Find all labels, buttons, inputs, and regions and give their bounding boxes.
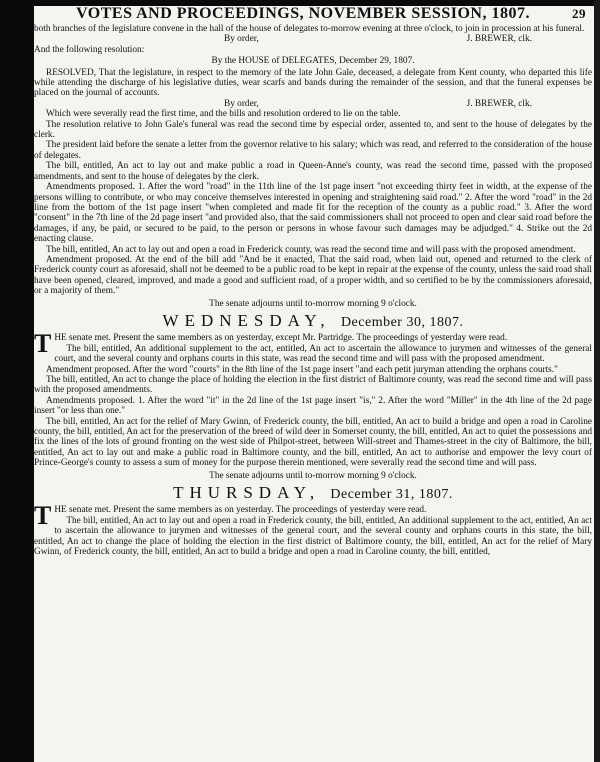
drop-cap: T bbox=[34, 501, 52, 531]
running-header bbox=[34, 4, 592, 24]
clerk-signature: J. BREWER, clk. bbox=[466, 34, 532, 45]
paragraph: Which were severally read the first time, and the bills and resolution ordered to lie on the table. bbox=[46, 109, 401, 120]
paragraph: both branches of the legislature convene in the hall of the house of delegates to-morrow evening at three o'clock, to join in procession at his funeral. bbox=[34, 24, 585, 34]
clerk-signature: J. BREWER, clk. bbox=[466, 98, 532, 109]
adjournment-note: The senate adjourns until to-morrow morning 9 o'clock. bbox=[209, 298, 417, 309]
day-date: December 31, 1807. bbox=[330, 487, 453, 503]
house-heading: By the HOUSE of DELEGATES, December 29, 1807. bbox=[211, 56, 415, 67]
day-heading bbox=[34, 483, 592, 503]
paragraph bbox=[34, 501, 592, 531]
header-title: VOTES AND PROCEEDINGS, NOVEMBER SESSION, 1807. bbox=[76, 5, 530, 22]
page-body bbox=[34, 2, 592, 558]
paragraph: The bill, entitled, An act to change the place of holding the election in the first district of Baltimore county, was read the second time and will pass with the proposed amendments. bbox=[34, 375, 592, 396]
paragraph: Amendment proposed. At the end of the bill add "And be it enacted, That the said road, when laid out, opened and returned to the clerk of Frederick county court as aforesaid, shall not be deemed to be a public road to be kept in repair at the expense of the county, unless the said road shall have been opened, cleared, improved, and made a good and sufficient road, of a proper width, and so certified to be by the commissioners aforesaid, or a majority of them." bbox=[34, 254, 592, 297]
paragraph: The bill, entitled, An act to lay out and open a road in Frederick county, the bill, entitled, An additional supplement to the act, entitled, An act to ascertain the allowance to jurymen and witnesses of the general court, and the several county and orphans courts in this state, the bill, entitled, An act to change the place of holding the election in the first district of Baltimore county, the bill, entitled, An act for the relief of Mary Gwinn, of Frederick county, the bill, entitled, An act to build a bridge and open a road in Caroline county, the bill, entitled, bbox=[34, 515, 592, 558]
by-order: By order, bbox=[224, 34, 259, 45]
by-order: By order, bbox=[224, 98, 259, 109]
paragraph: And the following resolution: bbox=[34, 44, 145, 55]
signature-line bbox=[34, 34, 592, 44]
day-heading bbox=[34, 310, 592, 330]
paragraph: Amendments proposed. 1. After the word "road" in the 11th line of the 1st page insert "not exceeding thirty feet in width, at the expense of the persons willing to contribute, or who may conceive themselves interested in opening and straightening said road." 2. After the word "road" in the 2d line from the bottom of the 1st page insert "when completed and made fit for the reception of the county as a public road." 3. After the word "consent" in the 7th line of the 2d page insert "and provided also, that the said commissioners shall not proceed to open and clear said road before the damages, if any, be paid, or secured to be paid, to the person or persons in whose favour such damages may be adjudged." 4. Strike out the 2d enacting clause. bbox=[34, 182, 592, 245]
scan-edge-left bbox=[0, 0, 34, 762]
day-weekday: THURSDAY, bbox=[173, 483, 321, 503]
day-weekday: WEDNESDAY, bbox=[162, 310, 331, 330]
paragraph: The resolution relative to John Gale's funeral was read the second time by especial order, assented to, and sent to the house of delegates by the clerk. bbox=[34, 119, 592, 141]
paragraph: Amendment proposed. After the word "courts" in the 8th line of the 1st page insert "and each petit juryman attending the orphans courts." bbox=[46, 364, 558, 375]
page-number: 29 bbox=[572, 6, 586, 21]
scan-edge-right bbox=[594, 0, 600, 762]
day-date: December 30, 1807. bbox=[340, 314, 464, 330]
signature-line bbox=[34, 99, 592, 109]
paragraph: The bill, entitled, An act to lay out and open a road in Frederick county, was read the second time and will pass with the proposed amendment. bbox=[46, 244, 576, 255]
resolution-text: RESOLVED, That the legislature, in respect to the memory of the late John Gale, deceased, a delegate from Kent county, who departed this life while attending the discharge of his legislative duties, wear scarfs and bands during the remainder of the session, and that the funeral expenses be placed on the journal of accounts. bbox=[34, 67, 592, 99]
drop-cap: T bbox=[34, 329, 52, 359]
paragraph: The bill, entitled, An additional supplement to the act, entitled, An act to ascertain the allowance to jurymen and witnesses of the general court, and the several county and orphans courts in this state, was read the second time and will pass with the proposed amendment. bbox=[54, 343, 592, 365]
adjournment-note: The senate adjourns until to-morrow morning 9 o'clock. bbox=[209, 470, 417, 481]
paragraph: The bill, entitled, An act to lay out and make public a road in Queen-Anne's county, was read the second time, passed with the proposed amendments, and sent to the house of delegates by the clerk. bbox=[34, 161, 592, 182]
paragraph: The president laid before the senate a letter from the governor relative to his salary; which was read, and referred to the consideration of the house of delegates. bbox=[34, 140, 592, 161]
paragraph: The bill, entitled, An act for the relief of Mary Gwinn, of Frederick county, the bill, entitled, An act to build a bridge and open a road in Caroline county, the bill, entitled, An act for the preservation of the breed of wild deer in Somerset county, the bill, entitled, An act to quiet the possessions and fix the lines of the lots of ground fronting on the west side of Philpot-street, between Will-street and Thames-street in the city of Baltimore, the bill, entitled, An act to lay out and make a public road in Baltimore county, and the bill, entitled, An act to authorise and empower the levy court of Prince-George's county to assess a sum of money for the purpose therein mentioned, were severally read the second time and will pass. bbox=[34, 416, 592, 469]
paragraph-text: HE senate met. Present the same members as on yesterday. The proceedings of yesterday were read. bbox=[54, 505, 427, 516]
paragraph-text: HE senate met. Present the same members as on yesterday, except Mr. Partridge. The proceedings of yesterday were read. bbox=[54, 333, 508, 344]
paragraph: Amendments proposed. 1. After the word "it" in the 2d line of the 1st page insert "is," 2. After the word "Miller" in the 4th line of the 2d page insert "or less than one." bbox=[34, 395, 592, 417]
